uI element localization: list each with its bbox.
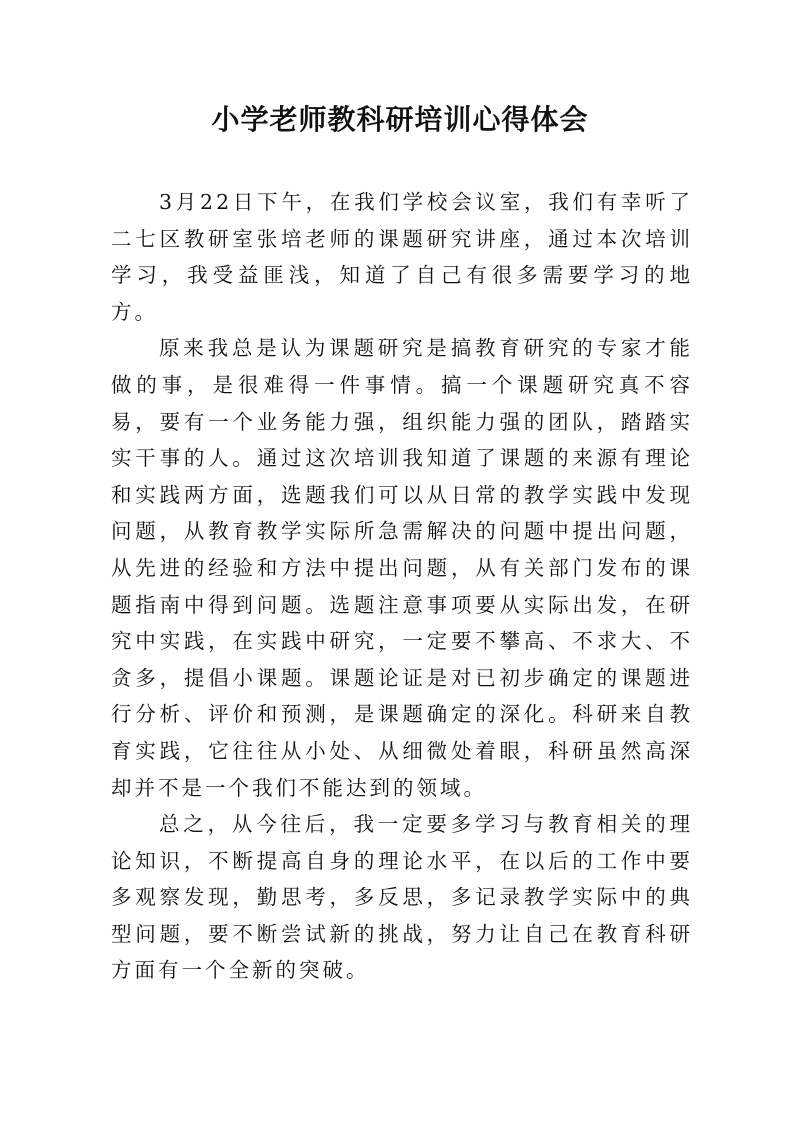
paragraph: 原来我总是认为课题研究是搞教育研究的专家才能做的事，是很难得一件事情。搞一个课题研究真不容易，要有一个业务能力强，组织能力强的团队，踏踏实实干事的人。通过这次培训我知道了课题的来源有理论和实践两方面，选题我们可以从日常的教学实践中发现问题，从教育教学实际所急需解决的问题中提出问题，从先进的经验和方法中提出问题，从有关部门发布的课题指南中得到问题。选题注意事项要从实际出发，在研究中实践，在实践中研究，一定要不攀高、不求大、不贪多，提倡小课题。课题论证是对已初步确定的课题进行分析、评价和预测，是课题确定的深化。科研来自教育实践，它往往从小处、从细微处着眼，科研虽然高深却并不是一个我们不能达到的领域。: [111, 336, 693, 800]
document-title: 小学老师教科研培训心得体会: [211, 103, 589, 136]
paragraph: 总之，从今往后，我一定要多学习与教育相关的理论知识，不断提高自身的理论水平，在以后的工作中要多观察发现，勤思考，多反思，多记录教学实际中的典型问题，要不断尝试新的挑战，努力让自己在教育科研方面有一个全新的突破。: [111, 812, 693, 983]
paragraph: 3月22日下午，在我们学校会议室，我们有幸听了二七区教研室张培老师的课题研究讲座，通过本次培训学习，我受益匪浅，知道了自己有很多需要学习的地方。: [111, 190, 693, 324]
document-body: [111, 184, 693, 989]
